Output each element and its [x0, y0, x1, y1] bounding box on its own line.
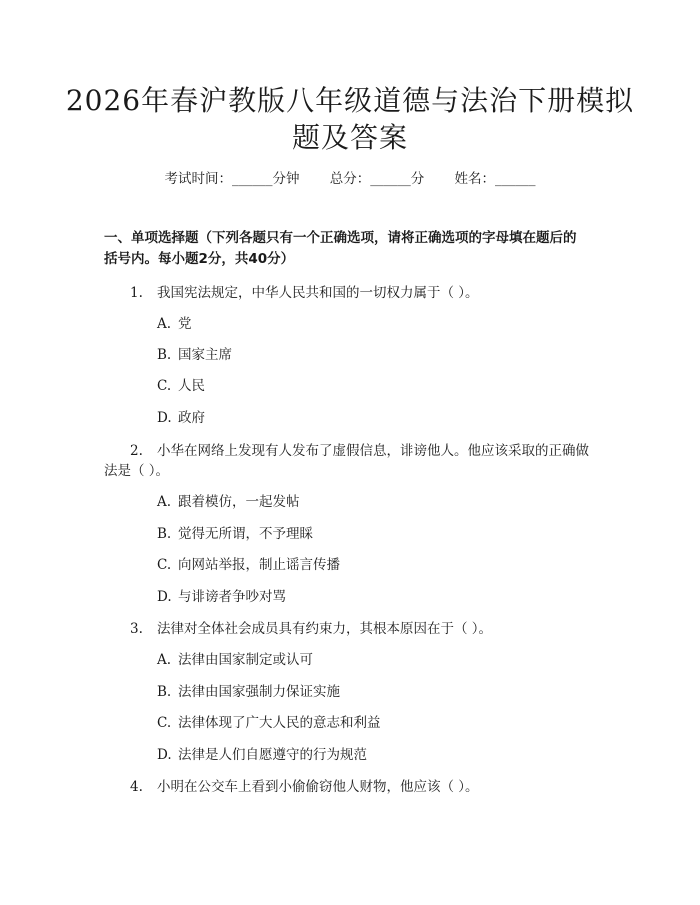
question-number: 3. [130, 621, 143, 637]
option-letter: B. [157, 347, 172, 363]
question-3 [130, 620, 492, 638]
q3-option-b [157, 683, 340, 701]
q3-option-d [157, 746, 367, 764]
q1-option-c [157, 377, 205, 395]
option-letter: B. [157, 526, 172, 542]
score-unit: 分 [410, 171, 425, 187]
page-title-line2: 题及答案 [291, 121, 408, 154]
option-letter: B. [157, 684, 172, 700]
question-number: 2. [130, 443, 143, 459]
section-heading-line1: 一、单项选择题（下列各题只有一个正确选项，请将正确选项的字母填在题后的 [104, 230, 577, 246]
option-text: 党 [178, 316, 192, 332]
name-label: 姓名： [454, 171, 496, 187]
question-number: 1. [130, 285, 143, 301]
question-4 [130, 778, 479, 796]
q1-option-d [157, 409, 205, 427]
option-text: 向网站举报，制止谣言传播 [178, 557, 340, 573]
option-letter: A. [157, 316, 172, 332]
q3-option-a [157, 651, 313, 669]
page-title-line1: 2026年春沪教版八年级道德与法治下册模拟 [65, 84, 635, 117]
question-number: 4. [130, 779, 143, 795]
q1-option-a [157, 315, 192, 333]
time-unit: 分钟 [272, 171, 300, 187]
q2-option-d [157, 588, 286, 606]
option-letter: D. [157, 747, 172, 763]
exam-info [0, 170, 700, 188]
question-2 [130, 442, 589, 460]
option-text: 法律是人们自愿遵守的行为规范 [178, 747, 367, 763]
q1-option-b [157, 346, 232, 364]
question-text: 小明在公交车上看到小偷偷窃他人财物，他应该（ ）。 [157, 779, 479, 795]
section-heading-line2: 括号内。每小题2分，共40分） [104, 251, 295, 267]
option-letter: A. [157, 652, 172, 668]
q2-option-b [157, 525, 313, 543]
name-blank: ______ [495, 171, 536, 187]
option-text: 觉得无所谓，不予理睬 [178, 526, 313, 542]
time-blank: ______ [231, 171, 273, 187]
question-text: 法律对全体社会成员具有约束力，其根本原因在于（ ）。 [157, 621, 493, 637]
option-text: 人民 [178, 378, 205, 394]
time-label: 考试时间： [164, 171, 232, 187]
q3-option-c [157, 714, 381, 732]
section-heading [104, 228, 614, 270]
question-text: 我国宪法规定，中华人民共和国的一切权力属于（ ）。 [157, 285, 479, 301]
q2-option-a [157, 493, 300, 511]
option-text: 法律体现了广大人民的意志和利益 [178, 715, 381, 731]
option-letter: D. [157, 589, 172, 605]
option-letter: C. [157, 378, 172, 394]
option-letter: A. [157, 494, 172, 510]
question-2-cont: 法是（ ）。 [104, 463, 170, 479]
option-letter: C. [157, 557, 172, 573]
option-text: 与诽谤者争吵对骂 [178, 589, 286, 605]
q2-option-c [157, 556, 340, 574]
option-text: 跟着模仿，一起发帖 [178, 494, 300, 510]
question-text: 小华在网络上发现有人发布了虚假信息，诽谤他人。他应该采取的正确做 [157, 443, 589, 459]
score-blank: ______ [370, 171, 411, 187]
option-letter: C. [157, 715, 172, 731]
question-1 [130, 284, 479, 302]
option-text: 法律由国家制定或认可 [178, 652, 313, 668]
option-text: 政府 [178, 410, 205, 426]
option-text: 法律由国家强制力保证实施 [178, 684, 340, 700]
option-letter: D. [157, 410, 172, 426]
score-label: 总分： [329, 171, 371, 187]
option-text: 国家主席 [178, 347, 232, 363]
